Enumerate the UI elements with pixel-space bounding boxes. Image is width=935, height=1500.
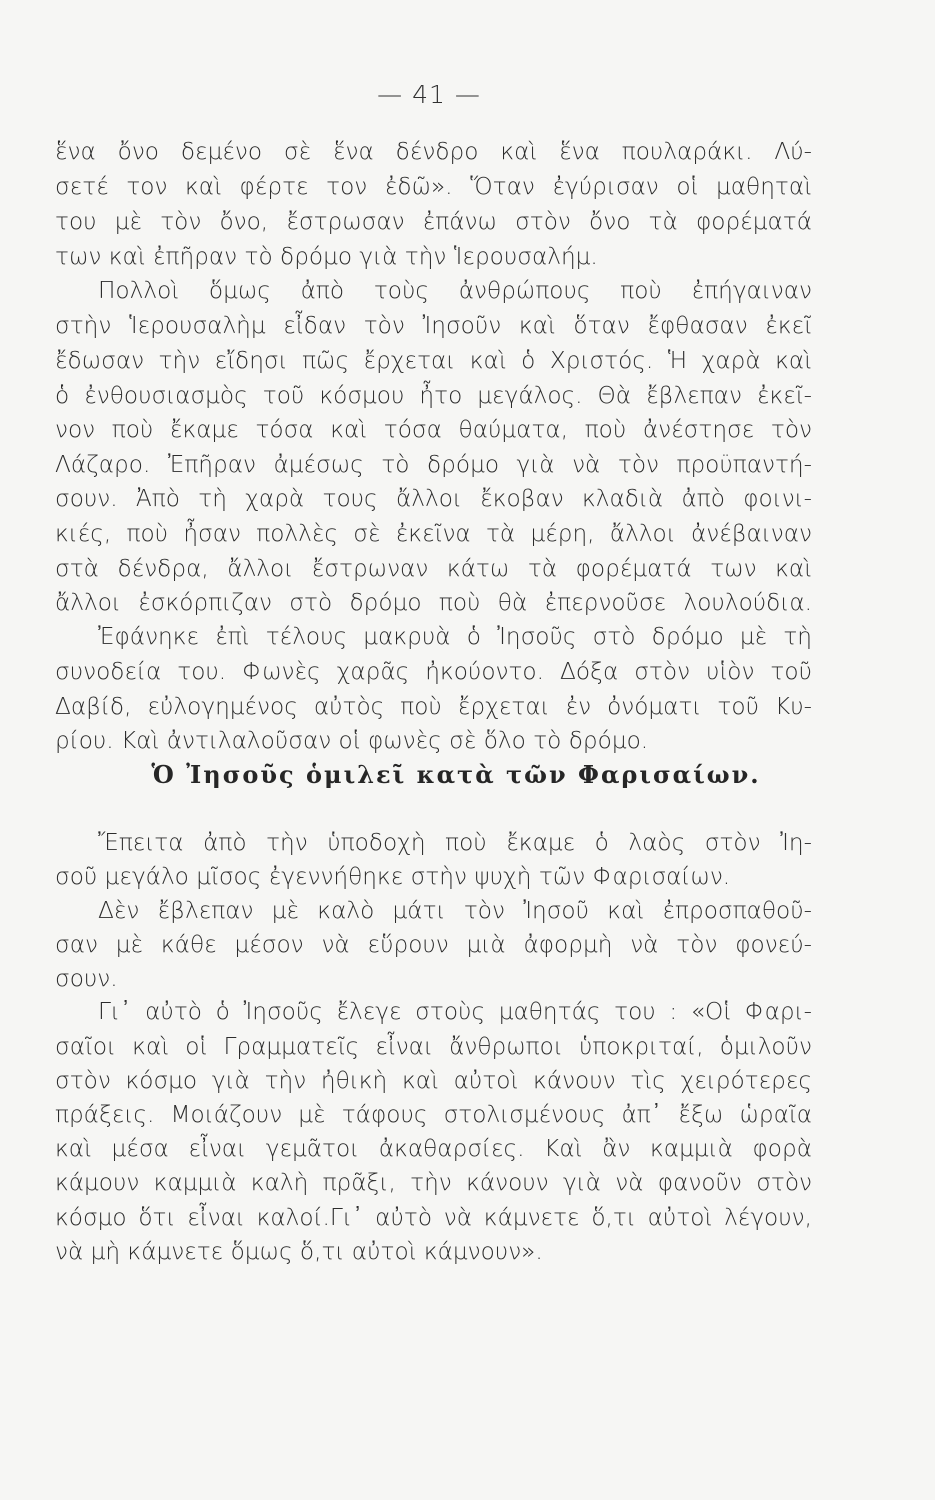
text-line: ἄλλοι ἐσκόρπιζαν στὸ δρόμο ποὺ θὰ ἐπερνοῦσε λουλούδια. <box>55 589 812 616</box>
text-line: στὰ δένδρα, ἄλλοι ἔστρωναν κάτω τὰ φορέματά των καὶ <box>55 555 812 582</box>
text-line: Πολλοὶ ὅμως ἀπὸ τοὺς ἀνθρώπους ποὺ ἐπήγαιναν <box>98 277 812 304</box>
text-line: στὸν κόσμο γιὰ τὴν ἠθικὴ καὶ αὐτοὶ κάνουν τὶς χειρότερες <box>55 1067 812 1094</box>
text-line: ρίου. Καὶ ἀντιλαλοῦσαν οἱ φωνὲς σὲ ὅλο τὸ δρόμο. <box>55 727 649 754</box>
text-line: στὴν Ἱερουσαλὴμ εἶδαν τὸν Ἰησοῦν καὶ ὅταν ἔφθασαν ἐκεῖ <box>55 312 812 339</box>
text-line: σουν. Ἀπὸ τὴ χαρὰ τους ἄλλοι ἔκοβαν κλαδιὰ ἀπὸ φοινι- <box>55 485 812 512</box>
text-line: σαῖοι καὶ οἱ Γραμματεῖς εἶναι ἄνθρωποι ὑποκριταί, ὁμιλοῦν <box>55 1033 812 1060</box>
text-line: νον ποὺ ἔκαμε τόσα καὶ τόσα θαύματα, ποὺ ἀνέστησε τὸν <box>55 416 812 443</box>
text-line: καὶ μέσα εἶναι γεμᾶτοι ἀκαθαρσίες. Καὶ ἂν καμμιὰ φορὰ <box>55 1135 812 1162</box>
text-line: ἕνα ὄνο δεμένο σὲ ἕνα δένδρο καὶ ἕνα πουλαράκι. Λύ- <box>55 138 812 165</box>
text-line: σουν. <box>55 965 118 992</box>
text-line: κόσμο ὅτι εἶναι καλοί.Γι᾿ αὐτὸ νὰ κάμνετε ὅ,τι αὐτοὶ λέγουν, <box>55 1204 812 1231</box>
text-line: Ἐφάνηκε ἐπὶ τέλους μακρυὰ ὁ Ἰησοῦς στὸ δρόμο μὲ τὴ <box>98 623 812 650</box>
text-line: Ἔπειτα ἀπὸ τὴν ὑποδοχὴ ποὺ ἔκαμε ὁ λαὸς στὸν Ἰη- <box>98 829 812 856</box>
text-line: σοῦ μεγάλο μῖσος ἐγεννήθηκε στὴν ψυχὴ τῶν Φαρισαίων. <box>55 863 731 890</box>
text-line: πράξεις. Μοιάζουν μὲ τάφους στολισμένους ἀπ᾿ ἔξω ὡραῖα <box>55 1101 812 1128</box>
text-line: ὁ ἐνθουσιασμὸς τοῦ κόσμου ἦτο μεγάλος. Θὰ ἔβλεπαν ἐκεῖ- <box>55 382 812 409</box>
text-line: κάμουν καμμιὰ καλὴ πρᾶξι, τὴν κάνουν γιὰ νὰ φανοῦν στὸν <box>55 1169 812 1196</box>
text-line: Δὲν ἔβλεπαν μὲ καλὸ μάτι τὸν Ἰησοῦ καὶ ἐπροσπαθοῦ- <box>98 897 812 924</box>
text-line: Δαβίδ, εὐλογημένος αὐτὸς ποὺ ἔρχεται ἐν ὀνόματι τοῦ Κυ- <box>55 693 812 720</box>
text-line: συνοδεία του. Φωνὲς χαρᾶς ἠκούοντο. Δόξα στὸν υἱὸν τοῦ <box>55 658 812 685</box>
text-line: των καὶ ἐπῆραν τὸ δρόμο γιὰ τὴν Ἱερουσαλήμ. <box>55 243 598 270</box>
text-line: Γι᾿ αὐτὸ ὁ Ἰησοῦς ἔλεγε στοὺς μαθητάς του : «Οἱ Φαρι- <box>98 998 812 1025</box>
text-line: νὰ μὴ κάμνετε ὅμως ὅ,τι αὐτοὶ κάμνουν». <box>55 1238 543 1265</box>
page-number: — 41 — <box>377 80 481 109</box>
section-heading: Ὁ Ἰησοῦς ὁμιλεῖ κατὰ τῶν Φαρισαίων. <box>151 760 761 789</box>
text-line: ἔδωσαν τὴν εἴδησι πῶς ἔρχεται καὶ ὁ Χριστός. Ἡ χαρὰ καὶ <box>55 347 812 374</box>
text-line: σαν μὲ κάθε μέσον νὰ εὕρουν μιὰ ἀφορμὴ νὰ τὸν φονεύ- <box>55 931 812 958</box>
text-line: του μὲ τὸν ὄνο, ἔστρωσαν ἐπάνω στὸν ὄνο τὰ φορέματά <box>55 208 812 235</box>
text-line: Λάζαρο. Ἐπῆραν ἀμέσως τὸ δρόμο γιὰ νὰ τὸν προϋπαντή- <box>55 451 812 478</box>
text-line: κιές, ποὺ ἦσαν πολλὲς σὲ ἐκεῖνα τὰ μέρη, ἄλλοι ἀνέβαιναν <box>55 520 812 547</box>
text-line: σετέ τον καὶ φέρτε τον ἐδῶ». Ὅταν ἐγύρισαν οἱ μαθηταὶ <box>55 173 812 200</box>
